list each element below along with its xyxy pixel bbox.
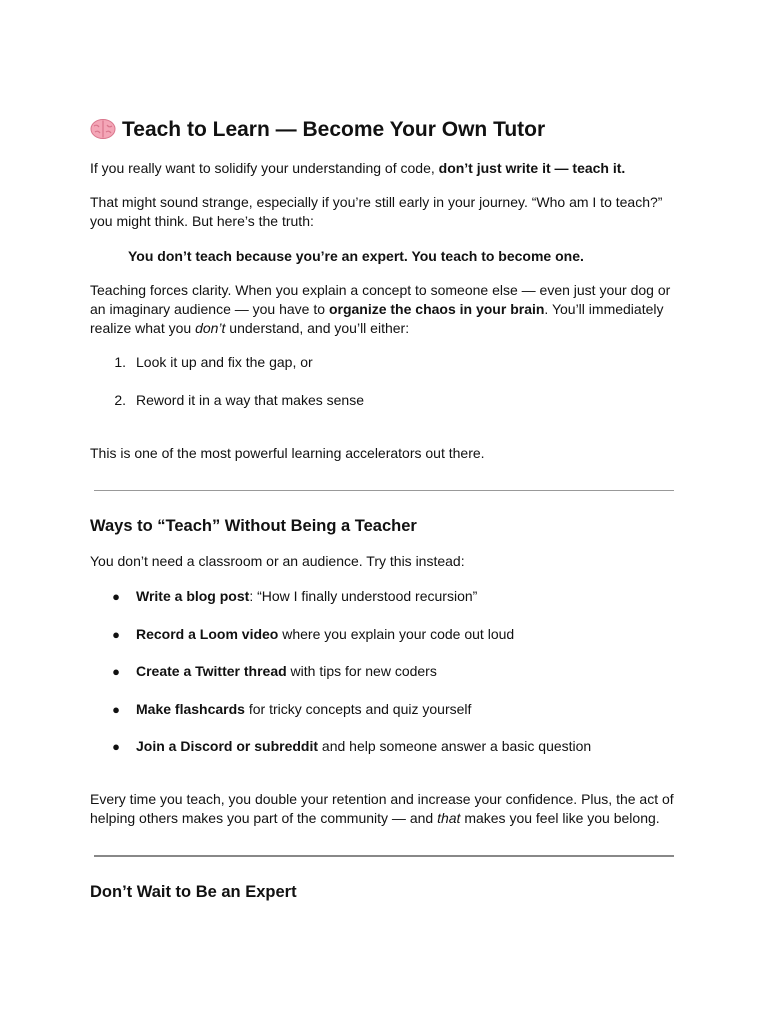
- retention-italic: that: [437, 810, 461, 826]
- bullet-marker: ●: [112, 702, 120, 717]
- clarity-paragraph: [90, 281, 680, 338]
- bullet-text: where you explain your code out loud: [278, 626, 515, 642]
- retention-line-1: Every time you teach, you double your retention and increase your confidence. Plus, the act of: [90, 791, 674, 807]
- clarity-line-1: Teaching forces clarity. When you explain a concept to someone else — even just your dog or: [90, 282, 671, 298]
- clarity-line-2b: . You’ll immediately: [544, 301, 664, 317]
- clarity-line-2a: an imaginary audience — you have to: [90, 301, 329, 317]
- bullet-bold: Record a Loom video: [136, 626, 279, 642]
- bullet-marker: ●: [112, 664, 120, 679]
- brain-icon: [90, 118, 116, 140]
- bullet-item: [136, 662, 437, 681]
- section-divider: [94, 855, 674, 857]
- ways-intro: You don’t need a classroom or an audience. Try this instead:: [90, 553, 465, 569]
- retention-paragraph: [90, 790, 680, 828]
- bullet-bold: Create a Twitter thread: [136, 663, 287, 679]
- bullet-bold: Make flashcards: [136, 701, 245, 717]
- strange-line-2: you might think. But here’s the truth:: [90, 213, 314, 229]
- bullet-item: [136, 587, 477, 606]
- list-number: 1.: [114, 354, 126, 370]
- title-text: Teach to Learn — Become Your Own Tutor: [122, 118, 546, 141]
- section-heading-ways: Ways to “Teach” Without Being a Teacher: [90, 517, 417, 535]
- bullet-marker: ●: [112, 627, 120, 642]
- retention-line-2b: makes you feel like you belong.: [460, 810, 660, 826]
- bullet-item: [136, 737, 591, 756]
- intro-text: If you really want to solidify your understanding of code,: [90, 160, 439, 176]
- intro-bold: don’t just write it — teach it.: [438, 160, 626, 176]
- bullet-text: with tips for new coders: [286, 663, 437, 679]
- bullet-text: : “How I finally understood recursion”: [249, 588, 478, 604]
- clarity-italic: don’t: [195, 320, 226, 336]
- bullet-bold: Write a blog post: [136, 588, 250, 604]
- strange-line-1: That might sound strange, especially if you’re still early in your journey. “Who am I to teach?”: [90, 194, 663, 210]
- list-item: Reword it in a way that makes sense: [136, 392, 364, 408]
- clarity-bold: organize the chaos in your brain: [328, 301, 545, 317]
- intro-paragraph: [90, 159, 680, 178]
- page-title: [90, 116, 545, 144]
- strange-paragraph: [90, 193, 680, 231]
- callout-quote: You don’t teach because you’re an expert. You teach to become one.: [128, 248, 584, 264]
- section-heading-expert: Don’t Wait to Be an Expert: [90, 883, 297, 901]
- section-divider: [94, 490, 674, 491]
- bullet-marker: ●: [112, 589, 120, 604]
- clarity-line-3a: realize what you: [90, 320, 196, 336]
- bullet-text: and help someone answer a basic question: [318, 738, 592, 754]
- bullet-item: [136, 625, 514, 644]
- bullet-text: for tricky concepts and quiz yourself: [244, 701, 472, 717]
- bullet-bold: Join a Discord or subreddit: [136, 738, 319, 754]
- clarity-line-3b: understand, and you’ll either:: [225, 320, 410, 336]
- list-number: 2.: [114, 392, 126, 408]
- bullet-item: [136, 700, 471, 719]
- accelerator-paragraph: This is one of the most powerful learning accelerators out there.: [90, 445, 485, 461]
- bullet-marker: ●: [112, 739, 120, 754]
- retention-line-2a: helping others makes you part of the community — and: [90, 810, 438, 826]
- list-item: Look it up and fix the gap, or: [136, 354, 313, 370]
